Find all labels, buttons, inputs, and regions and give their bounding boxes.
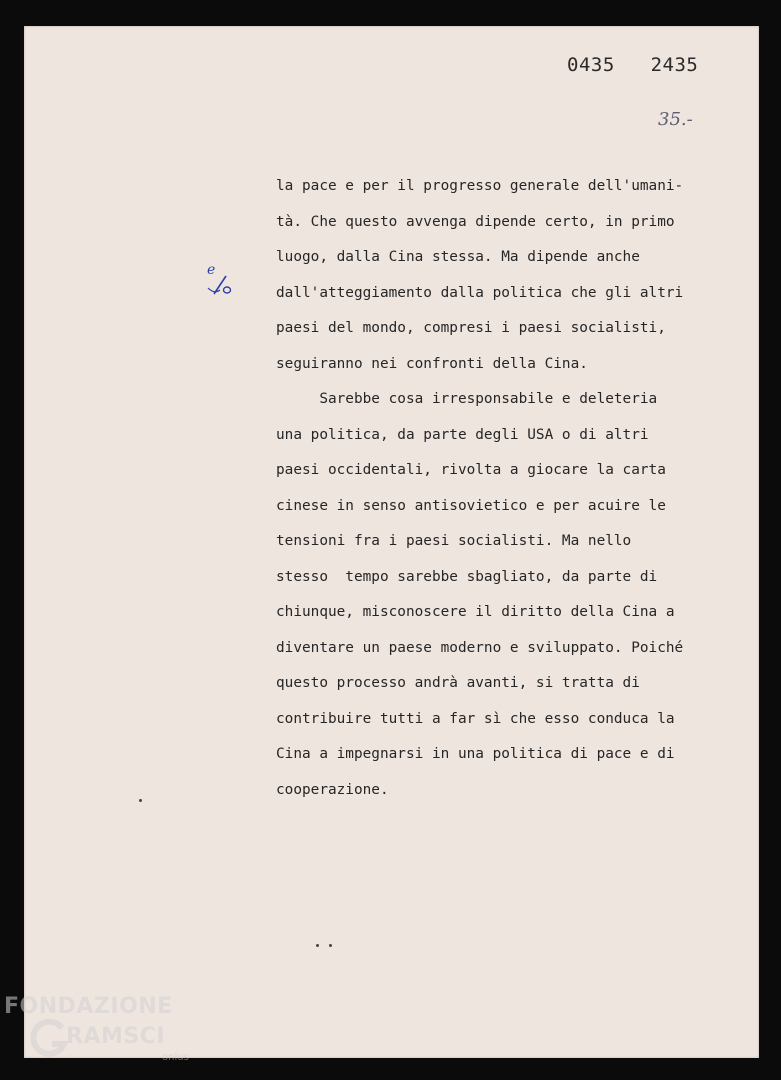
- document-body: [276, 174, 746, 813]
- document-page: [24, 26, 759, 1058]
- handwritten-strike-mark: [204, 274, 236, 296]
- text-line: contribuire tutti a far sì che esso conduca la: [276, 710, 675, 727]
- text-line: dall'atteggiamento dalla politica che gli altri: [276, 284, 684, 301]
- page-number: 35.-: [658, 109, 693, 130]
- handwritten-correction: e: [207, 262, 216, 278]
- text-line: diventare un paese moderno e sviluppato. Poiché: [276, 639, 684, 656]
- text-line: chiunque, misconoscere il diritto della Cina a: [276, 604, 675, 620]
- text-line: tà. Che questo avvenga dipende certo, in primo: [276, 213, 675, 230]
- speck: [139, 799, 142, 802]
- text-line: la pace e per il progresso generale dell'umani-: [276, 178, 684, 194]
- text-line: cooperazione.: [276, 781, 389, 798]
- text-line: Sarebbe cosa irresponsabile e deleteria: [276, 391, 658, 407]
- watermark-line1: FONDAZIONE: [4, 994, 173, 1019]
- text-line: paesi occidentali, rivolta a giocare la carta: [276, 462, 666, 478]
- fondazione-gramsci-watermark: [4, 994, 204, 1074]
- speck: [329, 944, 332, 947]
- text-line: una politica, da parte degli USA o di altri: [276, 426, 649, 443]
- document-number: 0435 2435: [567, 54, 699, 76]
- gramsci-g-logo-icon: [30, 1018, 70, 1058]
- text-line: stesso tempo sarebbe sbagliato, da parte di: [276, 568, 658, 585]
- watermark-suffix: onlus: [162, 1052, 189, 1063]
- watermark-line2: RAMSCI: [66, 1024, 166, 1049]
- text-line: luogo, dalla Cina stessa. Ma dipende anche: [276, 249, 640, 265]
- speck: [316, 944, 319, 947]
- text-line: tensioni fra i paesi socialisti. Ma nello: [276, 533, 632, 549]
- text-line: cinese in senso antisovietico e per acuire le: [276, 497, 666, 514]
- text-line: Cina a impegnarsi in una politica di pace e di: [276, 746, 675, 762]
- text-line: questo processo andrà avanti, si tratta di: [276, 675, 640, 691]
- text-line: paesi del mondo, compresi i paesi socialisti,: [276, 320, 666, 336]
- text-line: seguiranno nei confronti della Cina.: [276, 355, 588, 372]
